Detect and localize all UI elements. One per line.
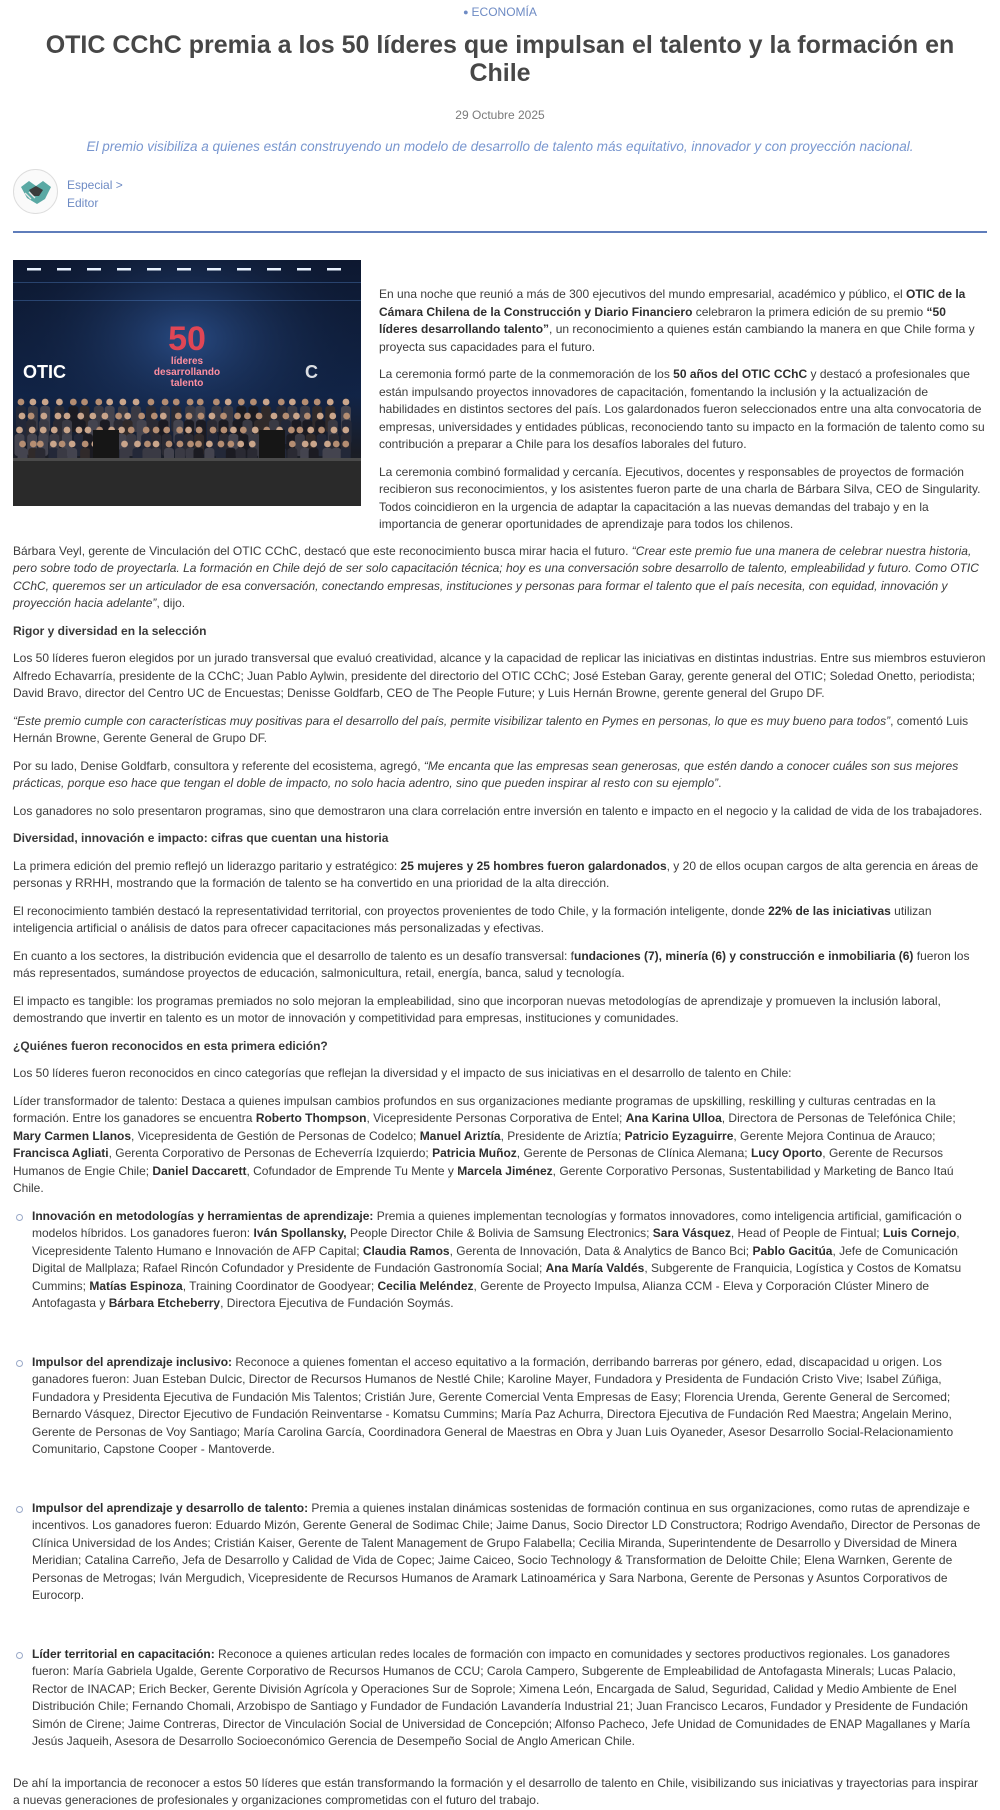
person-head bbox=[296, 427, 303, 434]
text-run: , Directora de Personas de Telefónica Chile; bbox=[721, 1111, 956, 1125]
paragraph-15 bbox=[13, 1775, 987, 1810]
author-avatar[interactable] bbox=[13, 169, 58, 214]
text-run: La primera edición del premio reflejó un liderazgo paritario y estratégico: bbox=[13, 858, 401, 873]
person-head bbox=[42, 399, 49, 406]
person-head bbox=[144, 441, 151, 448]
person-head bbox=[101, 413, 108, 420]
text-run: , y 20 de ellos ocupan cargos de alta gerencia en áreas de personas y RRHH, mostrando que la formación de talento se ha convertido en una prioridad de la alta dirección. bbox=[13, 858, 979, 890]
section-heading-2 bbox=[13, 830, 987, 848]
bullet-icon: ● bbox=[463, 7, 469, 17]
text-run: El reconocimiento también destacó la representatividad territorial, con proyectos provenientes de todo Chile, y la formación inteligente, donde bbox=[13, 903, 769, 918]
paragraph-4 bbox=[13, 543, 987, 613]
person-head bbox=[16, 427, 23, 434]
person-head bbox=[240, 427, 247, 434]
person-head bbox=[238, 399, 245, 406]
quote-text: “Este premio cumple con características muy positivas para el desarrollo del país, permite visibilizar talento en Pymes en personas, lo que es muy bueno para todos” bbox=[13, 713, 891, 728]
bold-text: Francisca Agliati bbox=[13, 1146, 109, 1160]
text-run: , Vicepresidente Personas Corporativa de Entel; bbox=[366, 1111, 626, 1125]
text-run: , un reconocimiento a quienes están cambiando la manera en que Chile forma y proyecta sus capacidades para el futuro. bbox=[379, 322, 975, 354]
paragraph-11 bbox=[13, 948, 987, 983]
person-head bbox=[69, 441, 76, 448]
category-list bbox=[13, 1208, 987, 1751]
article-body bbox=[13, 543, 987, 1810]
person-head bbox=[143, 427, 150, 434]
photo-line1: líderes bbox=[170, 356, 204, 367]
person-head bbox=[138, 413, 145, 420]
person-head bbox=[206, 441, 213, 448]
bold-text: Marcela Jiménez bbox=[457, 1163, 553, 1178]
bold-text: Impulsor del aprendizaje y desarrollo de talento: bbox=[32, 1500, 309, 1515]
bold-text: 50 años del OTIC CChC bbox=[673, 367, 808, 381]
person-head bbox=[29, 399, 36, 406]
quote-text: “Me encanta que las empresas sean generosas, que estén dando a conocer cuáles son sus mejores prácticas, porque eso hace que tengan el doble de impacto, no solo hacia adentro, sino que pueden inspirar al resto con su ejemplo” bbox=[13, 758, 959, 790]
text-run: Premia a quienes implementan tecnologías y formatos innovadores, como inteligencia artificial, gamificación o modelos híbridos. Los ganadores fueron: bbox=[32, 1208, 962, 1240]
person-head bbox=[30, 441, 37, 448]
person-head bbox=[256, 413, 263, 420]
bold-text: Innovación en metodologías y herramientas de aprendizaje: bbox=[32, 1208, 374, 1223]
category-item-desarrollo bbox=[13, 1500, 987, 1605]
photo-line3: talento bbox=[170, 378, 204, 389]
person-head bbox=[118, 427, 125, 434]
person-head bbox=[329, 413, 336, 420]
category-tag[interactable] bbox=[13, 0, 987, 21]
photo-number: 50 bbox=[168, 320, 206, 358]
bold-text: Patricio Eyzaguirre bbox=[624, 1128, 734, 1143]
person-head bbox=[29, 427, 36, 434]
bold-text: Lucy Oporto bbox=[750, 1146, 823, 1160]
person-head bbox=[115, 413, 122, 420]
svg-text:C: C bbox=[305, 362, 318, 382]
paragraph-5 bbox=[13, 650, 987, 703]
person-head bbox=[119, 399, 126, 406]
person-head bbox=[187, 441, 194, 448]
person-head bbox=[310, 441, 317, 448]
person-head bbox=[148, 399, 155, 406]
text-run: ¿Quiénes fueron reconocidos en esta primera edición? bbox=[13, 1038, 328, 1053]
person-head bbox=[250, 399, 257, 406]
person-head bbox=[18, 399, 25, 406]
person-head bbox=[234, 413, 241, 420]
text-run: , dijo. bbox=[156, 596, 186, 610]
person-head bbox=[307, 427, 314, 434]
person-head bbox=[302, 399, 309, 406]
text-run: utilizan inteligencia artificial o análisis de datos para ofrecer capacitaciones más personalizadas y efectivas. bbox=[13, 903, 932, 935]
paragraph-7 bbox=[13, 758, 987, 793]
text-run: Premia a quienes instalan dinámicas sostenidas de formación continua en sus organizaciones, como rutas de aprendizaje e incentivos. Los ganadores fueron: Eduardo Mizón, Gerente General de Sodimac Chile; Jaime Danus, Socio Director LD Constructora; Rodrigo Avendaño, Director de Personas de Clínica Universidad de los Andes; Cristián Kaiser, Gerente de Talent Management de Grupo Falabella; Cecilia Miranda, Superintendente de Desarrollo y Diversidad de Minera Meridian; Catalina Carreño, Jefa de Desarrollo y Calidad de Vida de Copec; Jaime Caiceo, Socio Technology & Transformation de Deloitte Chile; Elena Warnken, Gerente de Personas de Metrogas; Iván Mergudich, Vicepresidente de Recursos Humanos de Aramark Latinoamérica y Sara Narbona, Gerente de Personas y Asuntos Corporativos de Eurocorp. bbox=[32, 1500, 981, 1602]
person-head bbox=[196, 427, 203, 434]
author-role[interactable]: Editor bbox=[67, 196, 99, 210]
category-item-innovacion bbox=[13, 1208, 987, 1313]
bold-text: Manuel Ariztía bbox=[419, 1128, 501, 1143]
bold-text: Ana Karina Ulloa bbox=[625, 1111, 722, 1125]
person-head bbox=[89, 413, 96, 420]
bold-text: Patricia Muñoz bbox=[432, 1146, 517, 1160]
person-head bbox=[210, 427, 217, 434]
person-head bbox=[331, 427, 338, 434]
intro-text bbox=[379, 260, 987, 544]
person-head bbox=[195, 441, 202, 448]
text-run: Reconoce a quienes fomentan el acceso equitativo a la formación, derribando barreras por género, edad, discapacidad u origen. Los ganadores fueron: Juan Esteban Dulcic, Director de Recursos Humanos de Nestlé Chile; Karoline Mayer, Fundadora y Presidenta de Fundación Cristo Vive; Isabel Zúñiga, Fundadora y Presidenta Ejecutiva de Fundación Mis Talentos; Cristián Jure, Gerente Comercial Venta Empresas de Easy; Florencia Urenda, Gerente General de Sercomed; Bernardo Vásquez, Director Ejecutivo de Fundación Reinventarse - Komatsu Cummins; María Paz Achurra, Directora Ejecutiva de Fundación Red Maestra; Angelain Merino, Gerente de Personas de Voy Santiago; María Carolina García, Coordinadora General de Maestras en Obra y Juan Luis Oyaneder, Asesor Desarrollo Social-Relacionamiento Comunitario, Capstone Cooper - Mantoverde. bbox=[32, 1354, 954, 1456]
article-title: OTIC CChC premia a los 50 líderes que impulsan el talento y la formación en Chile bbox=[45, 31, 955, 87]
text-run: , Head of People de Fintual; bbox=[730, 1226, 883, 1240]
person-head bbox=[249, 441, 256, 448]
text-run: fueron los más representados, sumándose proyectos de educación, salmonicultura, retail, energía, banca, salud y tecnología. bbox=[13, 948, 970, 980]
text-run: , Gerenta de Innovación, Data & Analytics de Banco Bci; bbox=[449, 1243, 753, 1258]
person-head bbox=[318, 427, 325, 434]
person-head bbox=[187, 399, 194, 406]
person-head bbox=[85, 427, 92, 434]
photo-line2: desarrollando bbox=[153, 367, 221, 378]
text-run: , Gerente de Proyecto Impulsa, Alianza CCM - Eleva y Corporación Clúster Minero de Antofagasta y bbox=[32, 1278, 930, 1310]
text-run: , comentó Luis Hernán Browne, Gerente General de Grupo DF. bbox=[13, 713, 969, 745]
person-head bbox=[197, 399, 204, 406]
person-head bbox=[343, 399, 350, 406]
text-run: , Training Coordinator de Goodyear; bbox=[182, 1278, 378, 1293]
text-run: , Directora Ejecutiva de Fundación Soymás. bbox=[220, 1296, 454, 1310]
text-run: Reconoce a quienes articulan redes locales de formación con impacto en comunidades y sectores productivos regionales. Los ganadores fueron: María Gabriela Ugalde, Gerente Corporativo de Recursos Humanos de CCU; Carola Campero, Subgerente de Empleabilidad de Antofagasta Minerals; Lucas Palacio, Rector de INACAP; Erich Becker, Gerente División Agrícola y Operaciones Sur de Soprole; Ximena León, Encargada de Salud, Seguridad, Calidad y Medio Ambiente de Enel Distribución Chile; Fernando Chomali, Arzobispo de Santiago y Fundador de Fundación Lavandería Industrial 21; Juan Francisco Lecaros, Fundador y Presidente de Fundación Simón de Cirene; Jaime Contreras, Director de Vinculación Social de Universidad de Concepción; Alfonso Pacheco, Jefe Unidad de Comunidades de ENAP Magallanes y María Jesús Jaqueih, Asesora de Desarrollo Socioeconómico Gerencia de Desempeño Social de Anglo American Chile. bbox=[32, 1646, 971, 1748]
text-run: . bbox=[718, 776, 722, 790]
category-item-inclusivo bbox=[13, 1354, 987, 1459]
bold-text: Luis Cornejo bbox=[882, 1226, 957, 1240]
paragraph-1 bbox=[379, 286, 987, 356]
person-head bbox=[327, 399, 334, 406]
article-subtitle: El premio visibiliza a quienes están construyendo un modelo de desarrollo de talento más equitativo, innovador y con proyección nacional. bbox=[86, 139, 914, 154]
person-head bbox=[160, 413, 167, 420]
person-head bbox=[151, 413, 158, 420]
person-head bbox=[271, 413, 278, 420]
author-block bbox=[13, 169, 987, 216]
bold-text: Roberto Thompson bbox=[255, 1111, 367, 1125]
person-head bbox=[278, 399, 285, 406]
person-head bbox=[186, 413, 193, 420]
person-head bbox=[55, 413, 62, 420]
person-head bbox=[220, 413, 227, 420]
person-head bbox=[289, 441, 296, 448]
person-head bbox=[237, 441, 244, 448]
person-head bbox=[70, 399, 77, 406]
text-run: La ceremonia combinó formalidad y cercanía. Ejecutivos, docentes y responsables de proyectos de formación recibieron sus reconocimientos, y los asistentes fueron parte de una charla de Bárbara Silva, CEO de Singularity. Todos coincidieron en la urgencia de adaptar la capacitación a las nuevas demandas del trabajo y en la importancia de generar oportunidades de aprendizaje para todos los chilenos. bbox=[379, 464, 981, 531]
section-heading-1 bbox=[13, 623, 987, 641]
text-run: Los 50 líderes fueron reconocidos en cinco categorías que reflejan la diversidad y el impacto de sus iniciativas en el desarrollo de talento en Chile: bbox=[13, 1066, 792, 1080]
category-label: ECONOMÍA bbox=[471, 5, 537, 19]
person-head bbox=[133, 399, 140, 406]
person-head bbox=[106, 399, 113, 406]
person-head bbox=[37, 441, 44, 448]
person-head bbox=[28, 413, 35, 420]
person-head bbox=[252, 427, 259, 434]
text-run: People Director Chile & Bolivia de Samsung Electronics; bbox=[346, 1226, 653, 1240]
person-head bbox=[40, 427, 47, 434]
bold-text: undaciones (7), minería (6) y construcción e inmobiliaria (6) bbox=[574, 948, 914, 963]
person-head bbox=[166, 441, 173, 448]
person-head bbox=[175, 413, 182, 420]
person-head bbox=[324, 441, 331, 448]
person-head bbox=[221, 427, 228, 434]
person-head bbox=[343, 413, 350, 420]
text-run: Bárbara Veyl, gerente de Vinculación del OTIC CChC, destacó que este reconocimiento busca mirar hacia el futuro. bbox=[13, 543, 632, 558]
text-run: Líder transformador de talento: Destaca a quienes impulsan cambios profundos en sus organizaciones mediante programas de upskilling, reskilling y culturas centradas en la formación. Entre los ganadores se encuentra bbox=[13, 1093, 936, 1125]
person-head bbox=[244, 413, 251, 420]
header-divider bbox=[13, 231, 987, 233]
text-run: celebraron la primera edición de su premio bbox=[692, 304, 927, 319]
category-item-territorial bbox=[13, 1646, 987, 1751]
ceremony-image bbox=[13, 260, 361, 506]
person-head bbox=[173, 399, 180, 406]
text-run: En una noche que reunió a más de 300 ejecutivos del mundo empresarial, académico y público, el bbox=[379, 287, 906, 301]
text-run: Los ganadores no solo presentaron programas, sino que demostraron una clara correlación entre inversión en talento e impacto en el negocio y la calidad de vida de los trabajadores. bbox=[13, 803, 983, 818]
bold-text: Daniel Daccarett bbox=[152, 1163, 247, 1178]
text-run: Diversidad, innovación e impacto: cifras que cuentan una historia bbox=[13, 831, 389, 845]
text-run: Por su lado, Denise Goldfarb, consultora y referente del ecosistema, agregó, bbox=[13, 758, 424, 773]
paragraph-10 bbox=[13, 903, 987, 938]
person-head bbox=[76, 427, 83, 434]
publish-date: 29 Octubre 2025 bbox=[455, 108, 545, 122]
person-head bbox=[342, 427, 349, 434]
person-head bbox=[40, 413, 47, 420]
intro-section bbox=[13, 260, 987, 544]
person-head bbox=[128, 427, 135, 434]
text-run: La ceremonia formó parte de la conmemoración de los bbox=[379, 367, 674, 381]
person-head bbox=[124, 413, 131, 420]
person-head bbox=[293, 413, 300, 420]
person-head bbox=[213, 399, 220, 406]
person-head bbox=[218, 441, 225, 448]
text-run: , Jefe de Comunicación Digital de Mallplaza; Rafael Rincón Cofundador y Presidente de Fundación Gastronomía Social; bbox=[32, 1243, 958, 1275]
person-head bbox=[314, 399, 321, 406]
text-run: , Vicepresidente Talento Humano e Innovación de AFP Capital; bbox=[32, 1226, 960, 1258]
person-head bbox=[302, 441, 309, 448]
bold-text: 25 mujeres y 25 hombres fueron galardonados bbox=[400, 858, 667, 873]
text-run: , Gerente Mejora Continua de Arauco; bbox=[733, 1128, 936, 1143]
paragraph-12 bbox=[13, 993, 987, 1028]
author-section-link[interactable]: Especial > bbox=[67, 178, 123, 192]
text-run: , Gerente de Recursos Humanos de Engie Chile; bbox=[13, 1146, 944, 1178]
bold-text: Pablo Gacitúa bbox=[752, 1243, 833, 1258]
photo-brand: OTIC bbox=[23, 362, 66, 382]
text-run: , Gerenta Corporativo de Personas de Echeverría Izquierdo; bbox=[108, 1146, 433, 1160]
paragraph-8 bbox=[13, 803, 987, 821]
paragraph-6 bbox=[13, 713, 987, 748]
text-run: Rigor y diversidad en la selección bbox=[13, 623, 207, 638]
person-head bbox=[134, 441, 141, 448]
bold-text: Matías Espinoza bbox=[89, 1278, 183, 1293]
paragraph-14 bbox=[13, 1093, 987, 1198]
person-head bbox=[282, 413, 289, 420]
person-head bbox=[153, 441, 160, 448]
person-head bbox=[77, 413, 84, 420]
text-run: , Cofundador de Emprende Tu Mente y bbox=[246, 1163, 458, 1178]
bold-text: Impulsor del aprendizaje inclusivo: bbox=[32, 1354, 233, 1369]
text-run: y destacó a profesionales que están impulsando proyectos innovadores de capacitación, fomentando la inclusión y la actualización de habilidades en distintos sectores del país. Los galardonados fueron seleccionados entre una alta convocatoria de empresas, universidades y entidades públicas, reconociendo tanto su impacto en la formación de talento como su contribución a preparar a Chile para los desafíos laborales del futuro. bbox=[379, 367, 985, 451]
person-head bbox=[230, 427, 237, 434]
text-run: El impacto es tangible: los programas premiados no solo mejoran la empleabilidad, sino que incorporan nuevas metodologías de aprendizaje y promueven la inclusión laboral, demostrando que invertir en talento es un motor de innovación y competitividad para empresas, instituciones y comunidades. bbox=[13, 993, 941, 1025]
bold-text: Claudia Ramos bbox=[362, 1243, 450, 1258]
paragraph-3 bbox=[379, 464, 987, 534]
quote-text: “Crear este premio fue una manera de celebrar nuestra historia, pero sobre todo de proyectarla. La formación en Chile dejó de ser solo capacitación técnica; hoy es una conversación sobre desarrollo de talento, empleabilidad y futuro. Como OTIC CChC, queremos ser un articulador de esa conversación, conectando empresas, instituciones y personas para formar el talento que el país necesita, con equidad, innovación y proyección hacia adelante” bbox=[13, 543, 979, 610]
person-head bbox=[153, 427, 160, 434]
person-head bbox=[121, 441, 128, 448]
person-head bbox=[163, 427, 170, 434]
person-head bbox=[263, 399, 270, 406]
person-head bbox=[95, 399, 102, 406]
person-head bbox=[64, 427, 71, 434]
person-head bbox=[289, 399, 296, 406]
bold-text: “50 líderes desarrollando talento” bbox=[379, 304, 946, 336]
person-head bbox=[342, 441, 349, 448]
bold-text: OTIC de la Cámara Chilena de la Construcción y Diario Financiero bbox=[379, 287, 966, 319]
text-run: Los 50 líderes fueron elegidos por un jurado transversal que evaluó creatividad, alcance y la capacidad de replicar las iniciativas en distintas industrias. Entre sus miembros estuvieron Alfredo Echavarría, presidente de la CChC; Juan Pablo Aylwin, presidente del directorio del OTIC CChC; José Esteban Garay, gerente general del OTIC; Soledad Onetto, periodista; David Bravo, director del Centro UC de Encuestas; Denisse Goldfarb, CEO de The People Future; y Luis Hernán Browne, gerente general del Grupo DF. bbox=[13, 651, 986, 700]
person-head bbox=[82, 441, 89, 448]
event-photo bbox=[13, 260, 361, 506]
person-head bbox=[288, 427, 295, 434]
person-head bbox=[59, 441, 66, 448]
bold-text: Ana María Valdés bbox=[545, 1261, 645, 1275]
bold-text: Iván Spollansky, bbox=[253, 1226, 347, 1240]
paragraph-13 bbox=[13, 1065, 987, 1083]
bold-text: 22% de las iniciativas bbox=[768, 903, 891, 918]
person-head bbox=[209, 413, 216, 420]
person-head bbox=[333, 441, 340, 448]
text-run: , Gerente de Personas de Clínica Alemana; bbox=[516, 1146, 751, 1160]
bold-text: Líder territorial en capacitación: bbox=[32, 1646, 215, 1661]
section-heading-3 bbox=[13, 1038, 987, 1056]
text-run: , Gerente Corporativo Personas, Sustentabilidad y Marketing de Banco Itaú Chile. bbox=[13, 1163, 954, 1195]
handshake-icon bbox=[19, 177, 53, 207]
text-run: , Vicepresidenta de Gestión de Personas de Codelco; bbox=[131, 1128, 420, 1143]
person-head bbox=[50, 441, 57, 448]
person-head bbox=[185, 427, 192, 434]
person-head bbox=[304, 413, 311, 420]
person-head bbox=[64, 413, 71, 420]
bold-text: Bárbara Etcheberry bbox=[108, 1296, 221, 1310]
person-head bbox=[317, 413, 324, 420]
person-head bbox=[51, 427, 58, 434]
person-head bbox=[198, 413, 205, 420]
person-head bbox=[176, 427, 183, 434]
bold-text: Cecilia Meléndez bbox=[377, 1278, 474, 1293]
person-head bbox=[162, 399, 169, 406]
person-head bbox=[81, 399, 88, 406]
bold-text: Mary Carmen Llanos bbox=[13, 1128, 132, 1143]
text-run: , Presidente de Ariztía; bbox=[500, 1128, 625, 1143]
paragraph-9 bbox=[13, 858, 987, 893]
person-head bbox=[225, 399, 232, 406]
person-head bbox=[19, 413, 26, 420]
text-run: , Subgerente de Franquicia, Logística y Costos de Komatsu Cummins; bbox=[32, 1261, 962, 1293]
paragraph-2 bbox=[379, 366, 987, 454]
person-head bbox=[177, 441, 184, 448]
person-head bbox=[56, 399, 63, 406]
bold-text: Sara Vásquez bbox=[652, 1226, 731, 1240]
person-head bbox=[19, 441, 26, 448]
person-head bbox=[227, 441, 234, 448]
text-run: En cuanto a los sectores, la distribución evidencia que el desarrollo de talento es un desafío transversal: f bbox=[13, 948, 574, 963]
text-run: De ahí la importancia de reconocer a estos 50 líderes que están transformando la formación y el desarrollo de talento en Chile, visibilizando sus iniciativas y trayectorias para inspirar a nuevas generaciones de profesionales y organizaciones comprometidas con el futuro del trabajo. bbox=[13, 1775, 979, 1807]
